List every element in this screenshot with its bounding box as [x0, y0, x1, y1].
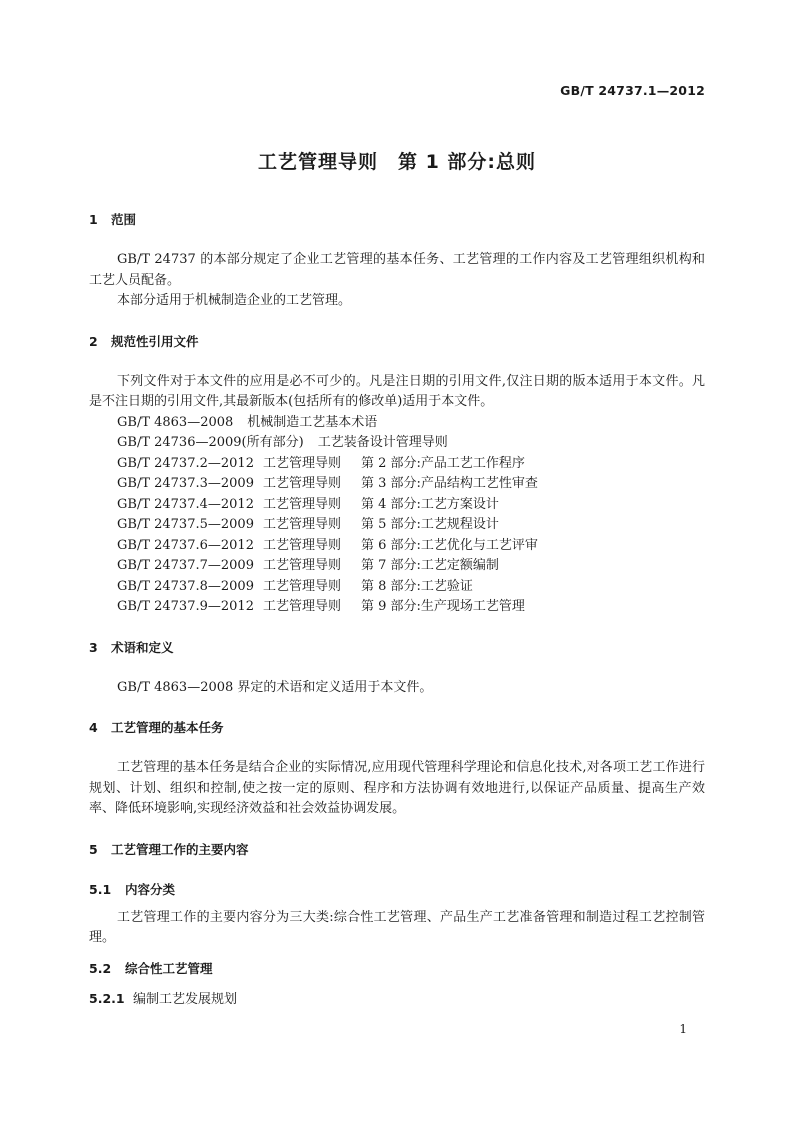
paragraph: 下列文件对于本文件的应用是必不可少的。凡是注日期的引用文件,仅注日期的版本适用于本文件。凡是不注日期的引用文件,其最新版本(包括所有的修改单)适用于本文件。	[89, 373, 705, 409]
reference-name: 工艺装备设计管理导则	[317, 435, 448, 450]
section-number: 4	[89, 720, 98, 735]
reference-code: GB/T 24736—2009(所有部分)	[117, 435, 304, 450]
reference-name: 机械制造工艺基本术语	[247, 414, 378, 430]
section-title: 编制工艺发展规划	[133, 991, 238, 1007]
reference-item	[89, 515, 705, 536]
reference-part: 第 2 部分:产品工艺工作程序	[361, 455, 525, 471]
section-number: 5.2	[89, 960, 112, 976]
section-number: 1	[89, 212, 98, 227]
reference-code: GB/T 24737.4—2012	[117, 496, 254, 512]
section-title: 术语和定义	[111, 639, 174, 655]
reference-code: GB/T 24737.2—2012	[117, 455, 254, 471]
subsection-5-2-1-heading	[89, 989, 705, 1010]
paragraph: 工艺管理的基本任务是结合企业的实际情况,应用现代管理科学理论和信息化技术,对各项工艺工作进行规划、计划、组织和控制,使之按一定的原则、程序和方法协调有效地进行,以保证产品质量、提高生产效率、降低环境影响,实现经济效益和社会效益协调发展。	[89, 760, 705, 816]
reference-code: GB/T 24737.8—2009	[117, 578, 254, 594]
reference-code: GB/T 24737.3—2009	[117, 476, 254, 491]
section-number: 5.2.1	[89, 990, 125, 1006]
reference-name: 工艺管理导则	[263, 476, 342, 491]
section-number: 3	[89, 639, 98, 655]
paragraph: 工艺管理工作的主要内容分为三大类:综合性工艺管理、产品生产工艺准备管理和制造过程工艺控制管理。	[89, 909, 705, 945]
section-2-heading	[89, 332, 705, 352]
paragraph: 本部分适用于机械制造企业的工艺管理。	[117, 293, 352, 308]
reference-code: GB/T 4863—2008	[117, 414, 234, 430]
reference-item	[89, 413, 705, 434]
reference-name: 工艺管理导则	[263, 578, 342, 594]
reference-code: GB/T 24737.7—2009	[117, 558, 254, 573]
document-body	[89, 210, 705, 1018]
section-title: 综合性工艺管理	[125, 960, 213, 976]
subsection-5-2-heading	[89, 959, 705, 979]
reference-part: 第 4 部分:工艺方案设计	[361, 496, 499, 512]
section-number: 5.1	[89, 881, 112, 897]
reference-code: GB/T 24737.5—2009	[117, 517, 254, 532]
section-5-heading	[89, 840, 705, 860]
reference-part: 第 9 部分:生产现场工艺管理	[361, 599, 525, 614]
reference-name: 工艺管理导则	[263, 455, 342, 471]
section-title: 工艺管理工作的主要内容	[111, 841, 249, 857]
reference-item	[89, 495, 705, 516]
reference-item	[89, 474, 705, 495]
reference-item	[89, 454, 705, 475]
section-3-heading	[89, 638, 705, 658]
section-number: 2	[89, 333, 98, 349]
reference-part: 第 3 部分:产品结构工艺性审查	[361, 476, 538, 491]
reference-name: 工艺管理导则	[263, 537, 342, 553]
reference-code: GB/T 24737.9—2012	[117, 599, 254, 614]
section-number: 5	[89, 841, 98, 857]
reference-item	[89, 536, 705, 557]
paragraph: GB/T 4863—2008 界定的术语和定义适用于本文件。	[117, 679, 433, 695]
document-title: 工艺管理导则 第 1 部分:总则	[257, 151, 537, 173]
reference-part: 第 8 部分:工艺验证	[361, 578, 473, 594]
reference-item	[89, 597, 705, 618]
reference-part: 第 7 部分:工艺定额编制	[361, 558, 499, 573]
reference-part: 第 6 部分:工艺优化与工艺评审	[361, 537, 538, 553]
reference-part: 第 5 部分:工艺规程设计	[361, 517, 499, 532]
reference-name: 工艺管理导则	[263, 599, 342, 614]
page-number: 1	[679, 1022, 687, 1036]
reference-name: 工艺管理导则	[263, 517, 342, 532]
section-title: 工艺管理的基本任务	[111, 720, 224, 735]
reference-code: GB/T 24737.6—2012	[117, 537, 254, 553]
subsection-5-1-heading	[89, 880, 705, 900]
reference-item	[89, 577, 705, 598]
section-title: 范围	[111, 212, 137, 227]
reference-item	[89, 433, 705, 454]
paragraph: GB/T 24737 的本部分规定了企业工艺管理的基本任务、工艺管理的工作内容及工艺管理组织机构和工艺人员配备。	[89, 252, 705, 288]
section-title: 规范性引用文件	[111, 333, 199, 349]
standard-code: GB/T 24737.1—2012	[560, 83, 705, 98]
reference-item	[89, 556, 705, 577]
reference-name: 工艺管理导则	[263, 558, 342, 573]
reference-name: 工艺管理导则	[263, 496, 342, 512]
section-1-heading	[89, 210, 705, 230]
section-title: 内容分类	[125, 881, 176, 897]
section-4-heading	[89, 718, 705, 738]
